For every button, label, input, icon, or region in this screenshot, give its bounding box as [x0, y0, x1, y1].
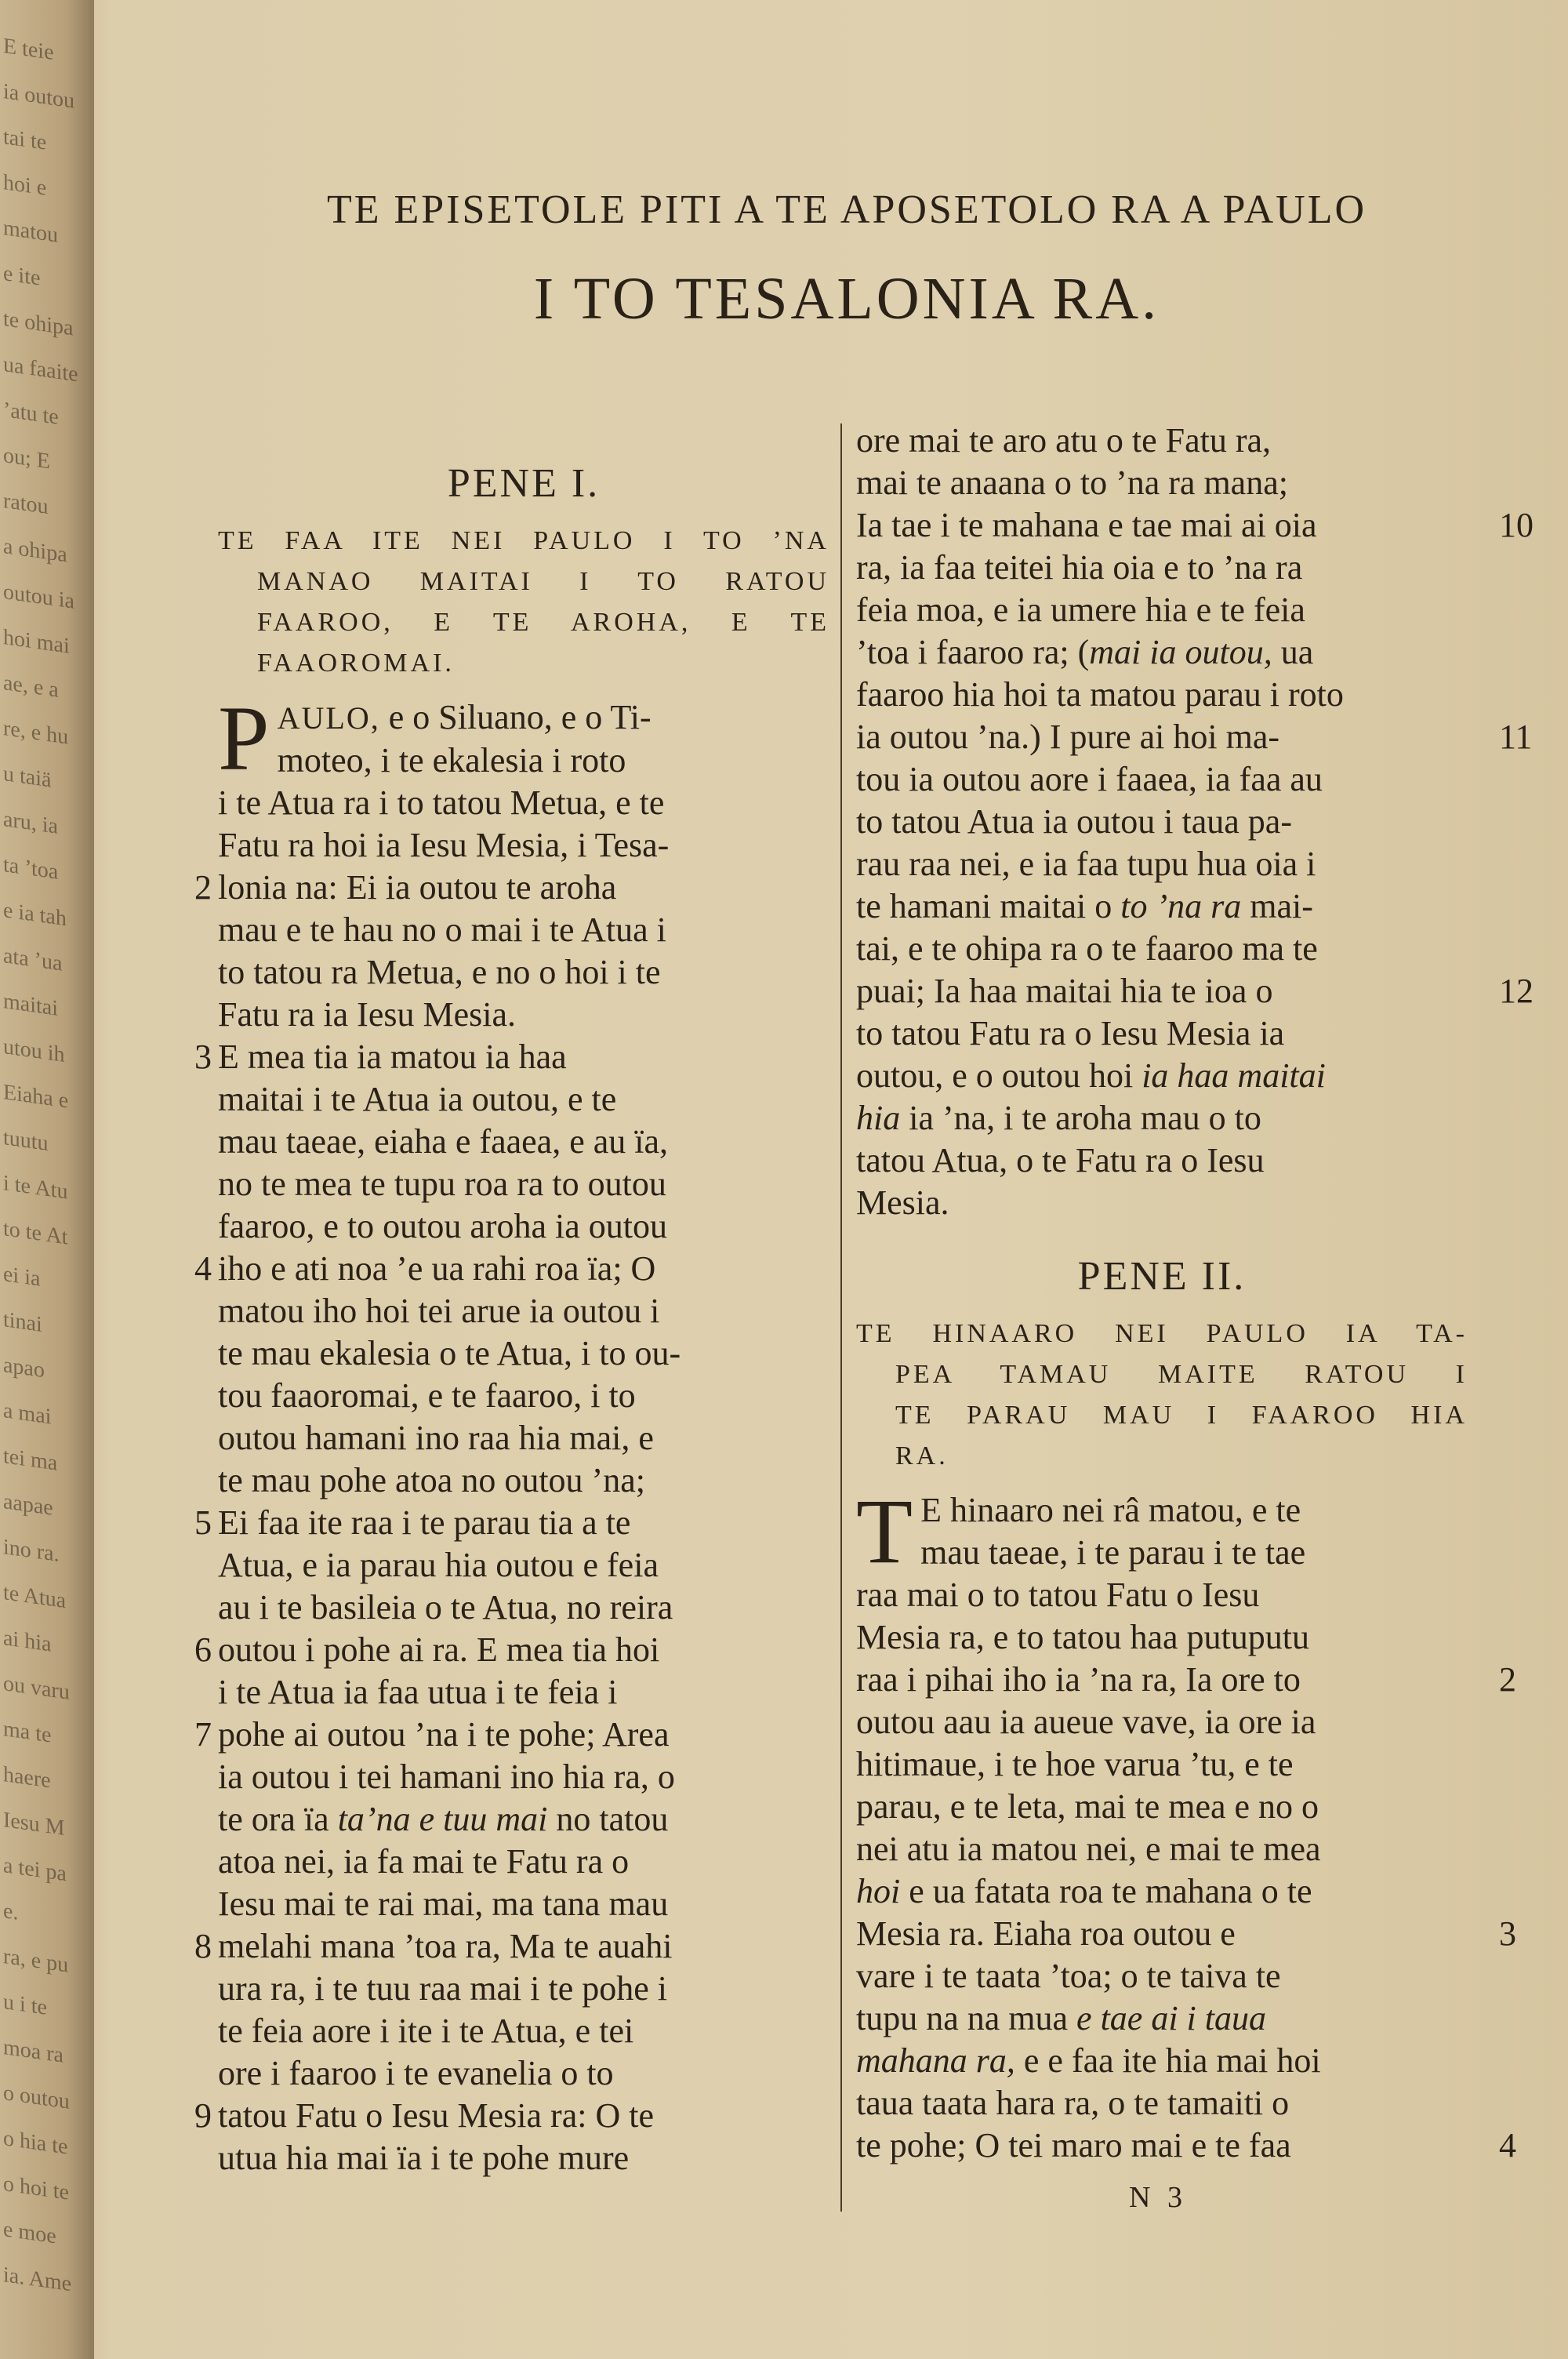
verse-text: nei atu ia matou nei, e mai te mea [856, 1830, 1321, 1868]
verse-line [218, 1163, 829, 1205]
left-column [194, 461, 829, 2179]
verse-text: te pohe; O tei maro mai e te faa [856, 2126, 1291, 2165]
verse-line [856, 547, 1468, 589]
verse-line [856, 674, 1468, 716]
verse-text: ia outou i tei hamani ino hia ra, o [218, 1757, 675, 1796]
verse-text: tupu na na mua [856, 1999, 1077, 2037]
verse-text: ore mai te aro atu o te Fatu ra, [856, 421, 1272, 460]
right-verse-lines-bottom [856, 1532, 1516, 2167]
gutter-text-fragment: ia. Ame [3, 2262, 72, 2297]
gutter-text-fragment: moa ra [3, 2034, 64, 2068]
verse-line [856, 1828, 1468, 1870]
verse-line [856, 1659, 1516, 1701]
gutter-text-fragment: te ohipa [3, 306, 74, 341]
verse-line [856, 843, 1468, 885]
verse-line [218, 2052, 829, 2095]
verse-text: lonia na: Ei ia outou te aroha [218, 868, 617, 907]
verse-number: 9 [194, 2096, 212, 2135]
summary-line: PEA TAMAU MAITE RATOU I [895, 1360, 1468, 1389]
gutter-text-fragment: ou varu [3, 1670, 70, 1705]
verse-line [856, 1182, 1468, 1224]
verse-text: to tatou Atua ia outou i taua pa- [856, 802, 1292, 841]
verse-line [856, 420, 1468, 462]
verse-text: vare i te taata ’toa; o te taiva te [856, 1957, 1281, 1995]
verse-text: outou, e o outou hoi [856, 1056, 1142, 1095]
verse-number: 6 [194, 1630, 212, 1669]
verse-text: Atua, e ia parau hia outou e feia [218, 1546, 659, 1584]
verse-text: hitimaue, i te hoe varua ’tu, e te [856, 1745, 1294, 1783]
verse-line [194, 867, 829, 909]
summary-line: TE HINAARO NEI PAULO IA TA- [856, 1319, 1468, 1348]
gutter-text-fragment: utou ih [3, 1034, 65, 1068]
verse-text: i te Atua ia faa utua i te feia i [218, 1673, 618, 1711]
column-divider [840, 423, 842, 2212]
verse-text: tou faaoromai, e te faaroo, i to [218, 1376, 636, 1415]
gutter-text-fragment: a ohipa [3, 533, 67, 568]
verse-line [856, 2082, 1468, 2125]
verse-text: ’toa i faaroo ra; ( [856, 633, 1090, 671]
verse-line [218, 1459, 829, 1502]
gutter-text-fragment: ou; E [3, 442, 50, 474]
verse-line [856, 1786, 1468, 1828]
gutter-text-fragment: e ia tah [3, 897, 67, 932]
verse-text: mau taeae, eiaha e faaea, e au ïa, [218, 1122, 669, 1161]
gutter-text-fragment: ’atu te [3, 397, 59, 430]
verse-line [218, 909, 829, 951]
verse-number: 3 [1499, 1914, 1516, 1953]
verse-block-2 [856, 1480, 1516, 2167]
gutter-text-fragment: e moe [3, 2216, 56, 2249]
verse-text: parau, e te leta, mai te mea e no o [856, 1787, 1319, 1826]
verse-line [856, 758, 1468, 801]
verse-line [856, 1997, 1468, 2040]
verse-line [218, 994, 829, 1036]
verse-text: Mesia ra, e to tatou haa putuputu [856, 1618, 1309, 1656]
verse-line [218, 1544, 829, 1587]
verse-text: taua taata hara ra, o te tamaiti o [856, 2084, 1290, 2122]
summary-line: TE PARAU MAU I FAAROO HIA [895, 1401, 1468, 1430]
verse-line [218, 1290, 829, 1332]
gutter-text-fragment: i te Atu [3, 1170, 68, 1205]
verse-italic-text: hia [856, 1099, 901, 1137]
verse-line [194, 1629, 829, 1671]
verse-italic-text: hoi [856, 1872, 901, 1910]
verse-text: Fatu ra ia Iesu Mesia. [218, 995, 516, 1034]
verse-text: mai- [1241, 887, 1313, 925]
gutter-text-fragment: aapae [3, 1488, 53, 1521]
verse-text: e ua fatata roa te mahana o te [900, 1872, 1312, 1910]
verse-line [218, 2137, 829, 2179]
verse-text: no te mea te tupu roa ra to outou [218, 1165, 666, 1203]
right-column [856, 420, 1534, 2167]
verse-line [194, 1036, 829, 1078]
verse-line [856, 716, 1533, 758]
verse-text: E mea tia ia matou ia haa [218, 1038, 567, 1076]
verse-line [856, 504, 1534, 547]
verse-line [856, 1140, 1468, 1182]
verse-text: maitai i te Atua ia outou, e te [218, 1080, 617, 1118]
verse-number: 3 [194, 1038, 212, 1076]
gutter-text-fragment: re, e hu [3, 715, 69, 750]
verse-text: rau raa nei, e ia faa tupu hua oia i [856, 845, 1316, 883]
verse-line [218, 951, 829, 994]
verse-text: te hamani maitai o [856, 887, 1121, 925]
signature-mark: N 3 [1129, 2181, 1187, 2214]
verse-text: ua [1272, 633, 1314, 671]
first-verse-line-2: E hinaaro nei râ matou, e te [920, 1491, 1301, 1529]
verse-text: Ei faa ite raa i te parau tia a te [218, 1503, 631, 1542]
verse-text: te mau pohe atoa no outou ’na; [218, 1461, 645, 1499]
verse-line [856, 1574, 1468, 1616]
drop-cap: P [218, 687, 270, 790]
verse-text: raa i pihai iho ia ’na ra, Ia ore to [856, 1660, 1301, 1699]
verse-line [856, 462, 1468, 504]
verse-italic-text: mai ia outou, [1089, 633, 1272, 671]
verse-line [856, 631, 1468, 674]
verse-number: 8 [194, 1927, 212, 1965]
summary-line: RA. [895, 1441, 949, 1470]
verse-text: tatou Fatu o Iesu Mesia ra: O te [218, 2096, 654, 2135]
verse-italic-text: e tae ai i taua [1076, 1999, 1267, 2037]
verse-text: outou aau ia aueue vave, ia ore ia [856, 1703, 1316, 1741]
verse-number: 11 [1499, 718, 1533, 756]
verse-line [218, 1798, 829, 1841]
verse-line [856, 885, 1468, 928]
verse-line [856, 1701, 1468, 1743]
verse-text: te ora ïa [218, 1800, 338, 1838]
summary-line: FAAROO, E TE AROHA, E TE [257, 608, 829, 637]
verse-text: Mesia. [856, 1183, 949, 1222]
verse-line [218, 1587, 829, 1629]
verse-line [218, 1078, 829, 1121]
verse-italic-text: mahana ra, [856, 2041, 1015, 2080]
verse-line [218, 1841, 829, 1883]
gutter-text-fragment: E teie [3, 33, 54, 66]
verse-line [856, 1743, 1468, 1786]
verse-line [194, 1248, 829, 1290]
verse-text: to tatou Fatu ra o Iesu Mesia ia [856, 1014, 1285, 1052]
verse-number: 4 [1499, 2126, 1516, 2165]
verse-line [856, 928, 1468, 970]
gutter-text-fragment: e ite [3, 260, 41, 291]
verse-line [194, 2095, 829, 2137]
verse-line [218, 782, 829, 824]
gutter-text-fragment: e. [3, 1898, 19, 1925]
verse-line [856, 1616, 1468, 1659]
verse-line [218, 1968, 829, 2010]
epistle-subtitle: I TO TESALONIA RA. [533, 266, 1160, 332]
verse-text: puai; Ia haa maitai hia te ioa o [856, 972, 1273, 1010]
verse-line [856, 1055, 1468, 1097]
verse-text: tai, e te ohipa ra o te faaroo ma te [856, 929, 1318, 968]
verse-text: to tatou ra Metua, e no o hoi i te [218, 953, 661, 991]
verse-text: ia ’na, i te aroha mau o to [900, 1099, 1261, 1137]
verse-text: Mesia ra. Eiaha roa outou e [856, 1914, 1236, 1953]
verse-line [218, 2010, 829, 2052]
verse-text: no tatou [547, 1800, 669, 1838]
verse-number: 4 [194, 1249, 212, 1288]
gutter-text-fragment: ia outou [3, 78, 74, 114]
verse-text: faaroo, e to outou aroha ia outou [218, 1207, 668, 1245]
verse-text: raa mai o to tatou Fatu o Iesu [856, 1576, 1260, 1614]
verse-text: te feia aore i ite i te Atua, e tei [218, 2012, 634, 2050]
gutter-text-fragment: te Atua [3, 1579, 67, 1614]
verse-line [218, 824, 829, 867]
verse-text: faaroo hia hoi ta matou parau i roto [856, 675, 1344, 714]
verse-line [218, 1756, 829, 1798]
verse-text: ura ra, i te tuu raa mai i te pohe i [218, 1969, 667, 2008]
verse-text: melahi mana ’toa ra, Ma te auahi [218, 1927, 673, 1965]
verse-text: mai te anaana o to ’na ra mana; [856, 463, 1288, 502]
gutter-text-fragment: apao [3, 1352, 45, 1383]
verse-line [218, 1332, 829, 1375]
verse-text: mau taeae, i te parau i te tae [920, 1533, 1306, 1572]
verse-text: utua hia mai ïa i te pohe mure [218, 2139, 630, 2177]
gutter-text-fragment: ratou [3, 488, 49, 520]
verse-line [856, 1012, 1468, 1055]
verse-text: ore i faaroo i te evanelia o to [218, 2054, 614, 2092]
verse-text: Iesu mai te rai mai, ma tana mau [218, 1885, 669, 1923]
verse-italic-text: ia haa maitai [1142, 1056, 1326, 1095]
verse-italic-text: to ’na ra [1120, 887, 1242, 925]
gutter-text-fragment: Iesu M [3, 1807, 65, 1841]
facing-page-gutter [0, 0, 94, 2359]
verse-block-1 [194, 687, 829, 2179]
verse-number: 2 [194, 868, 212, 907]
verse-number: 2 [1499, 1660, 1516, 1699]
left-verse-lines [194, 740, 829, 2179]
verse-italic-text: ta’na e tuu mai [337, 1800, 548, 1838]
right-verse-lines-top [856, 420, 1534, 1224]
verse-text: mau e te hau no o mai i te Atua i [218, 911, 666, 949]
gutter-text-fragment: tai te [3, 124, 47, 155]
gutter-text-fragment: ra, e pu [3, 1943, 69, 1978]
verse-line [856, 589, 1468, 631]
verse-line [856, 1913, 1516, 1955]
verse-line [218, 1121, 829, 1163]
verse-line [856, 2040, 1468, 2082]
summary-line: TE FAA ITE NEI PAULO I TO ’NA [218, 526, 829, 555]
verse-text: outou hamani ino raa hia mai, e [218, 1419, 654, 1457]
gutter-text-fragment: ma te [3, 1716, 52, 1748]
verse-text: tou ia outou aore i faaea, ia faa au [856, 760, 1323, 798]
verse-line [218, 1375, 829, 1417]
gutter-text-fragment: o hoi te [3, 2171, 69, 2205]
verse-line [218, 1883, 829, 1925]
gutter-text-fragment: to te At [3, 1216, 68, 1250]
gutter-text-fragment: tinai [3, 1307, 42, 1337]
gutter-text-fragment: Eiaha e [3, 1079, 69, 1114]
verse-text: outou i pohe ai ra. E mea tia hoi [218, 1630, 660, 1669]
summary-line: MANAO MAITAI I TO RATOU [257, 567, 829, 596]
gutter-text-fragment: ino ra. [3, 1534, 60, 1568]
verse-line [218, 1671, 829, 1714]
verse-line [856, 801, 1468, 843]
chapter-title-1: PENE I. [447, 461, 601, 506]
verse-line [218, 1205, 829, 1248]
verse-line [856, 2125, 1516, 2167]
gutter-text-fragment: o hia te [3, 2125, 68, 2160]
gutter-text-fragment: a mai [3, 1398, 52, 1430]
verse-line [194, 1502, 829, 1544]
verse-line [856, 1532, 1468, 1574]
verse-text: e e faa ite hia mai hoi [1014, 2041, 1321, 2080]
gutter-text-fragment: u i te [3, 1989, 47, 2020]
gutter-text-fragment: aru, ia [3, 806, 58, 839]
verse-text: ra, ia faa teitei hia oia e to ’na ra [856, 548, 1303, 587]
verse-line [194, 1714, 829, 1756]
verse-text: ia outou ’na.) I pure ai hoi ma- [856, 718, 1280, 756]
drop-cap-2: T [856, 1480, 913, 1583]
epistle-title: TE EPISETOLE PITI A TE APOSETOLO RA A PAULO [326, 187, 1367, 232]
verse-text: feia moa, e ia umere hia e te feia [856, 591, 1305, 629]
verse-text: matou iho hoi tei arue ia outou i [218, 1292, 660, 1330]
gutter-text-fragment: ai hia [3, 1625, 52, 1657]
gutter-text-fragment: ae, e a [3, 670, 59, 703]
verse-line [856, 970, 1534, 1012]
verse-text: pohe ai outou ’na i te pohe; Area [218, 1715, 670, 1754]
verse-line [856, 1870, 1468, 1913]
gutter-text-fragment: ei ia [3, 1261, 41, 1292]
verse-line [194, 1925, 829, 1968]
verse-text: Ia tae i te mahana e tae mai ai oia [856, 506, 1317, 544]
gutter-text-fragment: matou [3, 215, 58, 248]
gutter-text-fragment: o outou [3, 2080, 70, 2114]
verse-number: 7 [194, 1715, 212, 1754]
verse-text: te mau ekalesia o te Atua, i to ou- [218, 1334, 681, 1372]
verse-line [856, 1955, 1468, 1997]
verse-number: 10 [1499, 506, 1534, 544]
gutter-text-fragment: maitai [3, 988, 58, 1021]
gutter-text-fragment: tuutu [3, 1125, 49, 1157]
verse-line [218, 740, 829, 782]
verse-number: 12 [1499, 972, 1534, 1010]
gutter-text-fragment: hoi mai [3, 624, 70, 659]
gutter-text-fragment: tei ma [3, 1443, 58, 1476]
verse-line [218, 1417, 829, 1459]
verse-text: moteo, i te ekalesia i roto [277, 741, 626, 780]
gutter-text-fragment: hoi e [3, 169, 47, 201]
gutter-text-fragment: ta ’toa [3, 852, 59, 885]
verse-text: atoa nei, ia fa mai te Fatu ra o [218, 1842, 630, 1881]
chapter-title-2: PENE II. [1077, 1254, 1247, 1299]
gutter-text-fragment: u taiä [3, 761, 52, 793]
verse-text: i te Atua ra i to tatou Metua, e te [218, 783, 665, 822]
verse-number: 5 [194, 1503, 212, 1542]
first-verse-line: AULO, e o Siluano, e o Ti- [277, 698, 652, 736]
chapter-summary-2 [856, 1314, 1468, 1477]
chapter-summary-1 [218, 521, 829, 684]
gutter-text-fragment: ua faaite [3, 351, 78, 387]
gutter-text-fragment: ata ’ua [3, 943, 63, 976]
verse-text: iho e ati noa ’e ua rahi roa ïa; O [218, 1249, 656, 1288]
gutter-text-fragment: outou ia [3, 579, 74, 614]
gutter-text-fragment: a tei pa [3, 1852, 67, 1887]
gutter-text-fragment: haere [3, 1761, 51, 1794]
verse-text: tatou Atua, o te Fatu ra o Iesu [856, 1141, 1265, 1180]
summary-line: FAAOROMAI. [257, 649, 455, 678]
verse-line [856, 1097, 1468, 1140]
verse-text: au i te basileia o te Atua, no reira [218, 1588, 673, 1627]
verse-text: Fatu ra hoi ia Iesu Mesia, i Tesa- [218, 826, 670, 864]
